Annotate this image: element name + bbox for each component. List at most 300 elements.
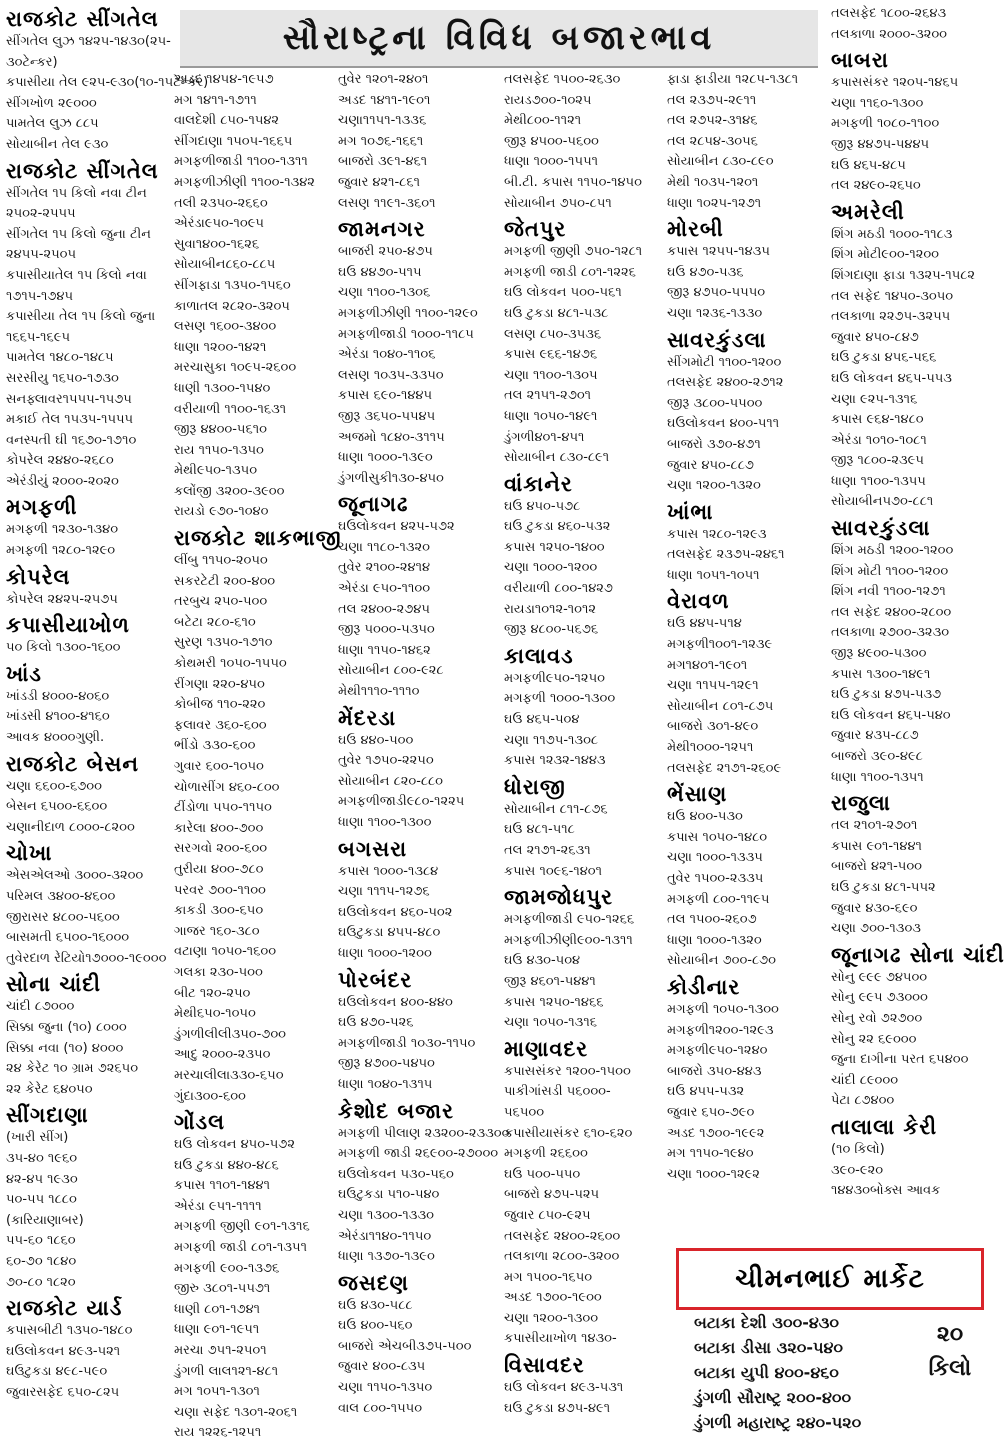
price-line: ચણા ૯૨૫-૧૩૧૬ [831, 391, 918, 407]
price-line: બાજરો ૩૯૧-૪૬૧ [338, 154, 428, 170]
price-line: જીરૂ ૫૦૦૦-૫૩૫૦ [338, 622, 435, 638]
price-line: તુવેર ૧૫૦૦-૨૩૩૫ [667, 871, 764, 886]
price-line: ઘઉ ટુકડા ૪૪૦-૪૮૬ [174, 1157, 279, 1173]
price-line: ચણા ૬૬૦૦-૬૭૦૦ [6, 778, 102, 794]
price-line: ૧૪૪૩૦બોક્સ આવક [831, 1183, 941, 1199]
market-heading: રાજકોટ સીંગતેલ [6, 158, 159, 183]
price-line: ભીંડો ૩૩૦-૬૦૦ [174, 738, 256, 754]
price-line: ફાડા ફાડીયા ૧૨૮૫-૧૩૮૧ [667, 72, 799, 87]
price-line: ૫૦-૫૫ ૧૮૮૦ [6, 1192, 77, 1208]
market-heading: પોરબંદર [338, 967, 413, 992]
price-line: મગફળી ૧૦૮૦-૧૧૦૦ [831, 116, 940, 132]
price-line: કપાસ ૯૬૬-૧૪૭૬ [504, 347, 598, 363]
price-line: પરિમલ ૩૪૦૦-૪૬૦૦ [6, 889, 116, 904]
price-line: ગલકા ૨૩૦-૫૦૦ [174, 964, 263, 980]
price-line: સીંગતેલ લુઝ ૧૪૨૫-૧૪૩૦(૨૫- [6, 34, 171, 49]
market-heading: મેંદરડા [338, 705, 397, 730]
price-line: આવક ૪૦૦૦ગુણી. [6, 730, 105, 746]
price-line: ૩૯૦-૯૨૦ [831, 1162, 884, 1178]
price-line: (૧૦ કિલો) [831, 1141, 885, 1157]
price-line: ઘઉ ટુકડા ૪૬૦-૫૩૨ [504, 519, 611, 535]
market-heading: જૂનાગઢ સોના ચાંદી [831, 942, 1005, 967]
price-line: મેથી૧૧૧૦-૧૧૧૦ [338, 684, 420, 700]
price-line: ચણા ૧૨૦૦-૧૩૨૦ [667, 478, 761, 494]
price-line: બાજરો ૩૭૦-૪૭૧ [667, 436, 761, 452]
price-line: ૧૬૬૫-૧૬૯૫ [6, 329, 71, 345]
price-line: કલોંજી ૩૨૦૦-૩૯૦૦ [174, 483, 285, 499]
price-line: મગ ૧૧૫૦-૧૯૪૦ [667, 1146, 754, 1162]
price-line: તલસફેદ ૨૪૦૦-૨૬૦૦ [504, 1228, 621, 1244]
price-line: ઘઉ ટુકડા ૪૫૬-૫૬૬ [831, 350, 937, 366]
price-line: (કારિયાણાબર) [6, 1212, 84, 1228]
price-line: ઘઉટુકડા ૪૫૫-૪૮૦ [338, 925, 441, 941]
price-line: ધાણા ૧૦૫૦-૧૪૯૧ [504, 408, 598, 424]
price-line: ધાણા ૧૦૪૦-૧૩૧૫ [338, 1076, 433, 1092]
price-line: મગફળી ૧૨૩૦-૧૩૪૦ [6, 522, 119, 538]
price-line: જીરાસર ૪૮૦૦-૫૬૦૦ [6, 909, 120, 925]
price-line: જીરૂ ૪૮૦૦-૫૬૭૬ [504, 622, 599, 638]
price-line: ચણા સફેદ ૧૩૦૧-૨૦૬૧ [174, 1404, 298, 1420]
column-6 [831, 4, 1005, 1244]
price-line: કપાસ ૧૦૯૬-૧૪૦૧ [504, 863, 602, 879]
price-line: ઘઉ ૪૦૦-૫૬૦ [338, 1318, 413, 1334]
price-line: ઘઉ ટુકડા ૪૭૫-૫૩૭ [831, 687, 942, 703]
price-line: સોયાબીન૮૬૦-૮૮૫ [174, 257, 276, 273]
price-line: સોયાબીન૫૭૦-૮૮૧ [831, 494, 934, 510]
price-line: સિક્કા નવા (૧૦) ૪૦૦૦ [6, 1040, 124, 1056]
price-line: તલ ૨૪૯૦-૨૬૫૦ [831, 178, 921, 194]
price-line: કપાસીયાસંકર ૬૧૦-૬૨૦ [504, 1125, 633, 1141]
market-heading: બગસરા [338, 836, 408, 861]
price-line: ચણા ૧૧૭૫-૧૩૦૮ [504, 732, 599, 748]
price-line: બાજરો એચબી૩૭૫-૫૦૦ [338, 1338, 472, 1354]
price-line: મગફળી૧૦૦૧-૧૨૩૯ [667, 637, 773, 653]
price-line: લીંબુ ૧૧૫૦-૨૦૫૦ [174, 553, 268, 569]
price-line: રાયડ૭૦૦-૧૦૨૫ [504, 92, 592, 108]
price-line: તલકાળા ૨૭૦૦-૩૨૩૦ [831, 625, 950, 641]
price-line: રાય ૧૧૫૦-૧૩૫૦ [174, 442, 264, 458]
price-line: ૫૬૫૦૦ [504, 1104, 545, 1120]
market-heading: ખાંડ [6, 661, 42, 686]
price-line: જીરૂ ૪૭૦૦-૫૪૫૦ [338, 1056, 435, 1072]
price-line: ૨૪૫૫-૨૫૦૫ [6, 247, 77, 263]
price-line: એરંડીયું ૨૦૦૦-૨૦૨૦ [6, 473, 119, 489]
price-line: વનસ્પતી ઘી ૧૬૭૦-૧૭૧૦ [6, 432, 137, 448]
price-line: તુરીયા ૪૦૦-૭૮૦ [174, 861, 264, 877]
price-line: ૭૦-૮૦ ૧૮૨૦ [6, 1274, 76, 1290]
price-line: તલ સફેદ ૨૪૦૦-૨૮૦૦ [831, 604, 952, 620]
price-line: ધાણા ૧૨૦૦-૧૪૨૧ [174, 339, 267, 355]
price-line: કપાસીયાતેલ ૧૫ કિલો નવા [6, 267, 147, 283]
price-line: ડુંગળીલીલી૩૫૦-૭૦૦ [174, 1026, 286, 1042]
market-heading: રાજકોટ શાકભાજી [174, 526, 342, 551]
price-line: સરસીયુ ૧૬૫૦-૧૭૩૦ [6, 370, 119, 386]
price-line: સોયાબીન ૮૧૧-૮૭૬ [504, 801, 608, 817]
price-line: ઘઉ ૪૬૫-૫૦૪ [504, 712, 580, 728]
price-line: અડદ ૧૪૫૪-૧૯૫૭ [174, 72, 274, 87]
column-4 [504, 70, 666, 1456]
price-line: ઘઉ ૫૦૦-૫૫૦ [504, 1166, 581, 1182]
chiman-item: ડુંગળી મહારાષ્ટ્ર ૨૪૦-૫૨૦ [694, 1413, 862, 1432]
price-line: જુવાર ૪૩૫-૮૮૭ [831, 728, 919, 744]
price-line: ધાણા ૧૦૦૦-૧૫૫૧ [504, 154, 598, 170]
price-line: જીરૂ ૪૭૫૦-૫૫૫૦ [667, 285, 766, 301]
price-line: મરચા ૭૫૧-૨૫૦૧ [174, 1343, 267, 1359]
price-line: તલસફેદ ૨૩૭૫-૨૪૬૧ [667, 547, 785, 563]
price-line: મગફળીઝીણી ૧૧૦૦-૧૨૯૦ [338, 305, 478, 321]
price-line: બેસન ૬૫૦૦-૬૬૦૦ [6, 799, 108, 815]
price-line: તલ સફેદ ૧૪૫૦-૩૦૫૦ [831, 288, 954, 304]
price-line: ઘઉ ટુકડા ૪૮૧-૫૩૮ [504, 305, 609, 321]
market-heading: ચોખા [6, 841, 53, 866]
banner-title: સૌરાષ્ટ્રના વિવિધ બજારભાવ [282, 18, 716, 58]
market-heading: ધોરાજી [504, 774, 566, 799]
price-line: મગફળી ૧૦૦૦-૧૩૦૦ [504, 691, 616, 707]
price-line: તલ ૧૫૦૦-૨૬૦૭ [667, 912, 757, 928]
price-line: બાજરો ૩૦૧-૪૯૦ [667, 719, 759, 735]
price-line: લસણ ૧૦૩૫-૩૩૫૦ [338, 367, 444, 383]
price-line: ૫૦ કિલો ૧૩૦૦-૧૬૦૦ [6, 640, 121, 656]
price-line: પામતેલ ૧૪૮૦-૧૪૮૫ [6, 350, 114, 366]
price-line: પરવર ૭૦૦-૧૧૦૦ [174, 882, 266, 898]
price-line: ઘઉ ૪૮૧-૫૧૮ [504, 822, 575, 838]
price-line: તલ ૨૩૭૫-૨૯૧૧ [667, 92, 757, 108]
price-line: ચાંદી ૮૯૦૦૦ [831, 1072, 899, 1088]
price-line: સોયાબીન ૮૨૦-૮૮૦ [338, 773, 444, 789]
price-line: ડુંગળી૪૦૧-૪૫૧ [504, 429, 585, 445]
price-line: જુવાર ૪૩૦-૬૯૦ [831, 900, 918, 916]
price-line: ખાંડસી ૪૧૦૦-૪૧૬૦ [6, 709, 110, 725]
price-line: વાલ ૮૦૦-૧૫૫૦ [338, 1400, 423, 1416]
price-line: ઘઉ ૪૩૦-૫૦૪ [504, 953, 581, 969]
price-line: તુવેરદાળ રેટિયો૧૭૦૦૦-૧૯૦૦૦ [6, 950, 167, 966]
price-line: સકરટેટી ૨૦૦-૪૦૦ [174, 573, 276, 589]
price-line: ઘઉ લોકવન ૪૫૦-૫૭૨ [174, 1137, 295, 1153]
price-line: સોયાબીન ૮૩૦-૮૯૦ [667, 154, 774, 170]
chiman-market-list [694, 1310, 914, 1435]
price-line: મગફળી ૧૦૫૦-૧૩૦૦ [667, 1001, 779, 1017]
price-line: મગફળીજાડી ૧૦૦૦-૧૧૮૫ [338, 326, 474, 342]
price-line: કપાસ ૧૨૫૫-૧૪૩૫ [667, 244, 770, 260]
price-line: ઘઉટુકડા ૫૧૦-૫૪૦ [338, 1187, 440, 1203]
price-line: તલસફેદ ૧૫૦૦-૨૬૩૦ [504, 72, 621, 87]
price-line: ઘઉ ટુકડા ૪૭૫-૪૯૧ [504, 1400, 611, 1416]
price-line: વરીયાળી ૮૦૦-૧૪૨૭ [504, 581, 613, 597]
price-line: મગ ૧૦૭૬-૧૬૬૧ [338, 133, 424, 149]
price-line: ચણા ૭૦૦-૧૩૦૩ [831, 921, 921, 937]
price-line: સીંગફાડા ૧૩૫૦-૧૫૬૦ [174, 277, 291, 293]
price-line: કપાસ ૧૨૫૦-૧૪૬૬ [504, 994, 604, 1010]
chiman-market-box [676, 1248, 984, 1310]
price-line: ડુંગળી લાલ૧૨૧-૪૮૧ [174, 1363, 279, 1379]
column-2 [174, 70, 342, 1456]
price-line: મગફળી જીણી ૭૫૦-૧૨૮૧ [504, 244, 643, 260]
price-line: ૩૦ટેન્કર) [6, 54, 58, 70]
market-heading: બાબરા [831, 48, 889, 73]
price-line: ગુવાર ૬૦૦-૧૦૫૦ [174, 759, 264, 774]
price-line: કપાસસંકર ૧૨૦૦-૧૫૦૦ [504, 1063, 631, 1079]
market-heading: માણાવદર [504, 1036, 589, 1061]
price-line: સોયાબીન ૭૦૦-૮૭૦ [667, 953, 776, 969]
price-line: ઘઉલોકવન ૪૬૦-૫૦૨ [338, 904, 453, 920]
price-line: સીંગમોટી ૧૧૦૦-૧૨૦૦ [667, 354, 782, 370]
price-line: કપાસ ૯૦૧-૧૪૪૧ [831, 838, 922, 854]
price-line: ડુંગળીસુકી૧૩૦-૪૫૦ [338, 470, 444, 486]
price-line: ચણા ૧૦૫૦-૧૩૧૬ [504, 1015, 597, 1031]
price-line: શિંગ મોટી૯૦૦-૧૨૦૦ [831, 247, 939, 263]
price-line: મેથી૯૫૦-૧૩૫૦ [174, 463, 258, 479]
price-line: મગફળી૯૫૦-૧૨૫૦ [504, 670, 605, 686]
price-line: ચણા ૧૨૩૬-૧૩૩૦ [667, 305, 763, 321]
price-line: ઘઉ લોકવન ૫૦૦-૫૬૧ [504, 285, 622, 301]
price-line: તલસફેદ ૧૮૦૦-૨૬૪૩ [831, 6, 947, 21]
price-line: વટાણા ૧૦૫૦-૧૬૦૦ [174, 944, 277, 960]
price-line: તલસફેદ ૨૧૭૧-૨૬૦૯ [667, 760, 782, 776]
price-line: ઘઉલોકવન ૫૩૦-૫૬૦ [338, 1166, 454, 1182]
price-line: બટેટા ૨૮૦-૬૧૦ [174, 614, 256, 630]
market-heading: જૂનાગઢ [338, 492, 409, 517]
price-line: જુના દાગીના પરત ૬૫૪૦૦ [831, 1052, 969, 1068]
price-line: ચણા ૧૦૦૦-૧૩૩૫ [667, 850, 763, 866]
price-line: ધાણા ૧૧૦૦-૧૩૫૧ [831, 769, 924, 785]
market-heading: ખાંભા [667, 499, 714, 524]
price-line: લસણ ૮૫૦-૩૫૩૬ [504, 326, 602, 342]
price-line: સોનુ ૨૨ ૬૯૦૦૦ [831, 1031, 917, 1047]
price-line: મગફળી૧૨૦૦-૧૨૯૩ [667, 1022, 774, 1038]
price-line: ખાંડડી ૪૦૦૦-૪૦૬૦ [6, 688, 110, 704]
market-heading: કેશોદ બજાર [338, 1098, 454, 1123]
price-line: અડદ ૧૭૦૦-૧૯૯૨ [667, 1125, 765, 1141]
price-line: ઘઉલોકવન ૪૨૫-૫૭૨ [338, 519, 455, 535]
price-line: એરંડા ૯૫૧-૧૧૧૧ [174, 1198, 262, 1214]
market-heading: રાજકોટ યાર્ડ [6, 1296, 123, 1321]
price-line: તલ ૨૭૫૨-૩૧૪૬ [667, 113, 758, 129]
chiman-item: ડુંગળી સૌરાષ્ટ્ર ૨૦૦-૪૦૦ [694, 1388, 852, 1407]
price-line: (ખારી સીંગ) [6, 1130, 69, 1146]
price-line: કપાસ ૬૯૦-૧૪૪૫ [338, 388, 432, 404]
price-line: ૪૨-૪૫ ૧૯૩૦ [6, 1171, 78, 1187]
price-line: તલ ૨૧૭૧-૨૬૩૧ [504, 843, 591, 858]
market-heading: રાજકોટ સીંગતેલ [6, 7, 159, 31]
price-line: જુવાર ૪૦૦-૮૩૫ [338, 1359, 426, 1375]
market-heading: સીંગદાણા [6, 1103, 89, 1128]
market-heading: કોડીનાર [667, 974, 741, 999]
price-line: સુરણ ૧૩૫૦-૧૭૧૦ [174, 635, 273, 651]
price-line: સીંગખોળ ૨૯૦૦૦ [6, 95, 97, 111]
market-heading: કપાસીયાખોળ [6, 613, 130, 638]
price-line: રાયડો ૯૭૦-૧૦૪૦ [174, 504, 269, 520]
price-line: મેથી૮૦૦-૧૧૨૧ [504, 113, 582, 129]
price-line: મગફળી જીણી ૯૦૧-૧૩૧૬ [174, 1219, 310, 1235]
price-line: તુવેર ૧૨૦૧-૨૪૦૧ [338, 72, 429, 87]
market-heading: ભેંસાણ [667, 782, 728, 807]
price-line: ધાણા ૧૦૦૦-૧૩૨૦ [667, 932, 762, 948]
price-line: મગફળીઝીણી૯૦૦-૧૩૧૧ [504, 932, 633, 948]
price-line: ઘઉ લોકવન ૪૯૩-૫૩૧ [504, 1380, 624, 1396]
price-line: પેટા ૮૭૪૦૦ [831, 1093, 895, 1109]
column-3 [338, 70, 510, 1456]
price-line: જીરૂ ૪૯૦૦-૫૩૦૦ [831, 646, 927, 662]
price-line: રાય ૧૨૨૬-૧૨૫૧ [174, 1425, 262, 1441]
price-line: કપાસ ૧૨૫૦-૧૪૦૦ [504, 539, 605, 555]
market-heading: સાવરકુંડલા [831, 516, 931, 541]
price-line: બાજરી ૨૫૦-૪૭૫ [338, 244, 433, 260]
price-line: મગફળીઝીણી ૧૧૦૦-૧૩૪૨ [174, 174, 315, 190]
price-line: શિંગ મઠડી ૧૨૦૦-૧૨૦૦ [831, 543, 954, 559]
price-line: સીંગદાણા ૧૫૦૫-૧૬૬૫ [174, 133, 293, 149]
price-line: ધાણા ૧૦૫૧-૧૦૫૧ [667, 567, 760, 583]
price-line: ચણા ૧૧૫૦-૧૩૫૦ [338, 1380, 433, 1396]
price-line: અડદ ૧૪૧૧-૧૯૦૧ [338, 92, 431, 108]
price-line: એરંડા૯૫૦-૧૦૯૫ [174, 216, 264, 232]
price-line: જુવાર ૮૫૦-૯૨૫ [504, 1207, 591, 1223]
price-line: ચણા ૧૧૦૦-૧૩૦૫ [504, 367, 598, 383]
market-heading: કાલાવડ [504, 643, 574, 668]
price-line: ધાણા ૯૦૧-૧૯૫૧ [174, 1322, 260, 1338]
price-line: લસણ ૧૧૯૧-૩૬૦૧ [338, 195, 436, 211]
price-line: સરગવો ૨૦૦-૬૦૦ [174, 841, 268, 857]
price-line: એરંડા ૧૦૪૦-૧૧૦૬ [338, 347, 436, 363]
price-line: સોનુ ૯૯૫ ૭૩૦૦૦ [831, 990, 928, 1006]
market-heading: જામજોધપુર [504, 885, 613, 910]
price-line: ધાણી ૮૦૧-૧૭૪૧ [174, 1301, 261, 1317]
market-heading: વેરાવળ [667, 589, 730, 614]
page-banner [180, 10, 818, 68]
price-line: જીરૂ ૪૬૦૧-૫૪૪૧ [504, 973, 596, 989]
price-line: જીરૂ ૧૮૦૦-૨૩૯૫ [831, 453, 924, 469]
market-heading: મગફળી [6, 495, 78, 520]
price-line: કાળાતલ ૨૮૨૦-૩૨૦૫ [174, 298, 290, 314]
price-line: જુવાર ૪૫૦-૮૪૭ [831, 329, 919, 345]
market-heading: અમરેલી [831, 199, 905, 224]
price-line: મરચાસુકા ૧૦૯૫-૨૬૦૦ [174, 360, 297, 376]
price-line: એરંડા૧૧૪૦-૧૧૫૦ [338, 1228, 432, 1244]
price-line: ધાણા ૧૩૭૦-૧૩૯૦ [338, 1249, 435, 1265]
price-line: મગફળી ૮૦૦-૧૧૯૫ [667, 891, 770, 907]
price-line: ચણાનીદાળ ૮૦૦૦-૮૨૦૦ [6, 819, 135, 835]
price-line: કપાસ ૧૦૫૦-૧૪૮૦ [667, 829, 768, 845]
price-line: મગફળી ૯૦૦-૧૩૭૬ [174, 1260, 280, 1276]
price-line: કપાસીયા તેલ ૯૨૫-૯૩૦(૧૦-૧૫ટેન્કર) [6, 75, 209, 91]
price-line: ઘઉ લોકવન ૪૬૫-૫૪૦ [831, 707, 951, 723]
price-line: કાકડી ૩૦૦-૬૫૦ [174, 903, 264, 919]
price-line: કપાસ ૧૦૦૦-૧૩૮૪ [338, 863, 439, 879]
price-line: બાજરો ૩૫૦-૪૪૩ [667, 1063, 762, 1079]
price-line: પામતેલ લુઝ ૮૮૫ [6, 116, 99, 132]
price-line: સનફ્લાવર૧૫૫૫-૧૫૭૫ [6, 391, 132, 407]
price-line: શિંગ મઠડી ૧૦૦૦-૧૧૮૩ [831, 226, 953, 242]
market-heading: સાવરકુંડલા [667, 327, 767, 352]
price-line: મગફળી જાડી ૮૦૧-૧૨૨૬ [504, 264, 636, 280]
price-line: ઘઉલોકવન ૪૦૦-૫૧૧ [667, 416, 780, 432]
price-line: ચણા ૧૨૦૦-૧૩૦૦ [504, 1310, 599, 1326]
price-line: ઘઉ ૪૬૫-૪૮૫ [831, 157, 906, 173]
price-line: તલકાળા ૨૦૦૦-૩૨૦૦ [831, 26, 948, 42]
price-line: મગફળીજાડી ૯૫૦-૧૨૬૬ [504, 912, 635, 928]
market-heading: તાલાલા કેરી [831, 1114, 938, 1139]
price-line: ઘઉ ૪૩૦-૫૮૮ [338, 1297, 413, 1313]
price-line: તલ ૨૧૦૧-૨૭૦૧ [831, 818, 918, 834]
price-line: કપાસ ૯૬૪-૧૪૮૦ [831, 412, 924, 428]
price-line: તલી ૨૩૫૦-૨૬૬૦ [174, 195, 268, 211]
price-line: સીંગતેલ ૧૫ કિલો જુના ટીન [6, 226, 151, 242]
price-line: ઘઉ લોકવન ૪૬૫-૫૫૩ [831, 370, 952, 386]
market-heading: કોપરેલ [6, 564, 71, 589]
price-line: મગફળીજાડી૯૮૦-૧૨૨૫ [338, 794, 465, 810]
price-line: મગફળી ૨૬૬૦૦ [504, 1146, 588, 1162]
price-line: કોપરેલ ૨૪૪૦-૨૬૮૦ [6, 453, 114, 469]
price-line: તલકાળા ૨૨૭૫-૩૨૫૫ [831, 309, 951, 325]
price-line: કપાસીયા તેલ ૧૫ કિલો જુના [6, 309, 156, 325]
price-line: ચાંદી ૮૭૦૦૦ [6, 999, 75, 1015]
price-line: કપાસ ૧૧૦૧-૧૪૪૧ [174, 1178, 270, 1194]
price-line: ધાણી ૧૩૦૦-૧૫૪૦ [174, 380, 271, 396]
market-heading: જેતપુર [504, 217, 567, 242]
price-line: ઘઉ ૪૪૫-૫૧૪ [667, 616, 742, 632]
chiman-unit [918, 1318, 982, 1386]
price-line: સોયાબીન તેલ ૯૩૦ [6, 136, 109, 152]
price-line: ધાણા ૧૧૦૦-૧૩૦૦ [338, 815, 432, 830]
price-line: જુવાર ૬૫૦-૭૯૦ [667, 1104, 755, 1120]
market-heading: વિસાવદર [504, 1353, 585, 1378]
price-line: કોથમરી ૧૦૫૦-૧૫૫૦ [174, 656, 287, 672]
price-line: મગ૧૪૦૧-૧૯૦૧ [667, 657, 748, 673]
price-line: જીરૂ ૪૪૦૦-૫૬૧૦ [174, 422, 267, 438]
price-line: સોનુ ૯૯૯ ૭૪૫૦૦ [831, 969, 928, 985]
price-line: મગફળી૯૫૦-૧૨૪૦ [667, 1043, 768, 1059]
market-heading: જસદણ [338, 1270, 409, 1295]
price-line: સોયાબીન ૭૫૦-૮૫૧ [504, 195, 612, 211]
price-line: કોબીજ ૧૧૦-૨૨૦ [174, 697, 266, 713]
price-line: જીરુ ૩૮૦૧-૫૫૭૧ [174, 1281, 271, 1297]
price-line: તલ ૨૪૦૦-૨૭૪૫ [338, 601, 430, 617]
chiman-item: બટાકા દેશી ૩૦૦-૪૩૦ [694, 1313, 840, 1332]
price-line: ઘઉલોકવન ૪૦૦-૪૪૦ [338, 994, 453, 1010]
price-line: ચણા ૧૦૦૦-૧૨૦૦ [504, 560, 598, 576]
price-line: ચણા ૧૦૦૦-૧૨૯૨ [667, 1166, 760, 1182]
price-line: ૨૨ કેરેટ ૬૪૦૫૦ [6, 1081, 93, 1097]
price-line: મરચાલીલા૩૩૦-૬૫૦ [174, 1067, 284, 1083]
price-line: ધાણા ૧૦૦૦-૧૨૦૦ [338, 945, 432, 961]
price-line: લસણ ૧૬૦૦-૩૪૦૦ [174, 319, 277, 335]
price-line: જુવારસફેદ ૬૫૦-૮૨૫ [6, 1384, 120, 1400]
price-line: ઘઉ ૪૫૫-૫૩૨ [667, 1084, 745, 1100]
price-line: બાસમતી ૬૫૦૦-૧૬૦૦૦ [6, 930, 130, 946]
price-line: સોયાબીન ૮૩૦-૮૯૧ [504, 450, 610, 466]
price-line: સોયાબીન ૮૦૦-૯૨૮ [338, 663, 444, 679]
price-line: સીંગતેલ ૧૫ કિલો નવા ટીન [6, 185, 147, 201]
price-line: ચણા૧૧૫૧-૧૩૩૬ [338, 113, 427, 129]
price-line: મગફળી ૧૨૮૦-૧૨૯૦ [6, 543, 116, 559]
price-line: ગુંદા૩૦૦-૬૦૦ [174, 1088, 246, 1104]
price-line: બાજરો ૩૯૦-૪૯૮ [831, 749, 923, 764]
price-line: બાજરો ૪૭૫-૫૨૫ [504, 1187, 600, 1203]
price-line: આદુ ૨૦૦૦-૨૩૫૦ [174, 1047, 271, 1063]
price-line: કારેલા ૪૦૦-૭૦૦ [174, 820, 264, 836]
price-line: મેથી૧૦૦૦-૧૨૫૧ [667, 740, 754, 756]
price-line: ઘઉલોકવન ૪૯૩-૫૨૧ [6, 1343, 121, 1359]
price-line: ગાજર ૧૬૦-૩૮૦ [174, 923, 260, 939]
price-line: મગફળી જાડી ૮૦૧-૧૩૫૧ [174, 1240, 307, 1256]
price-line: મેથી ૧૦૩૫-૧૨૦૧ [667, 174, 759, 190]
price-line: ઘઉ ૪૪૦-૫૦૦ [338, 732, 414, 748]
price-line: ધાણા ૧૦૨૫-૧૨૭૧ [667, 195, 762, 211]
price-line: ચણા ૧૧૫૫-૧૨૯૧ [667, 678, 759, 694]
price-line: શિંગ નવી ૧૧૦૦-૧૨૭૧ [831, 584, 946, 600]
price-line: ઘઉ ૪૦૦-૫૩૦ [667, 809, 743, 825]
price-line: ઘઉ ૪૪૭૦-૫૧૫ [338, 264, 422, 280]
price-line: કપાસસંકર ૧૨૦૫-૧૪૬૫ [831, 75, 959, 91]
